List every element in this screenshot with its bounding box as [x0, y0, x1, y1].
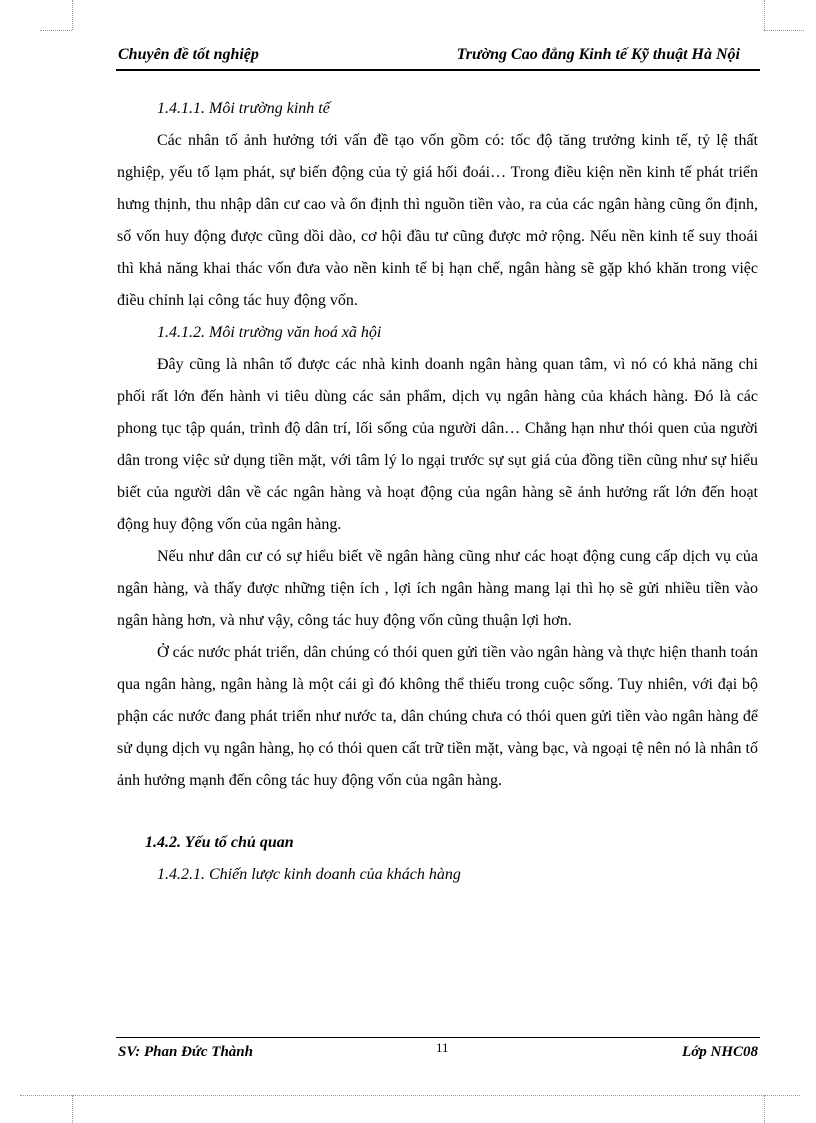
paragraph: Đây cũng là nhân tố được các nhà kinh doanh ngân hàng quan tâm, vì nó có khả năng chi phối rất lớn đến hành vi tiêu dùng các sản phẩm, dịch vụ ngân hàng của khách hàng. Đó là các phong tục tập quán, trình độ dân trí, lối sống của người dân… Chẳng hạn như thói quen của người dân trong việc sử dụng tiền mặt, với tâm lý lo ngại trước sự sụt giá của đồng tiền cũng như sự hiểu biết của người dân về các ngân hàng và hoạt động của ngân hàng sẽ ảnh hưởng rất lớn đến hoạt động huy động vốn của ngân hàng. [117, 356, 758, 533]
crop-mark [20, 1095, 800, 1096]
page-number: 11 [436, 1040, 449, 1055]
header-document-title: Chuyên đề tốt nghiệp [118, 46, 259, 63]
spacer [117, 797, 758, 827]
subsection-heading: 1.4.2.1. Chiến lược kinh doanh của khách hàng [157, 866, 461, 883]
section-heading: 1.4.2. Yếu tố chủ quan [145, 834, 294, 851]
crop-mark [40, 30, 72, 31]
header-divider [116, 69, 760, 71]
crop-mark [72, 0, 73, 30]
subsection-heading: 1.4.1.2. Môi trường văn hoá xã hội [157, 324, 382, 341]
paragraph: Các nhân tố ảnh hưởng tới vấn đề tạo vốn gồm có: tốc độ tăng trưởng kinh tế, tỷ lệ thất nghiệp, yếu tố lạm phát, sự biến động của tỷ giá hối đoái… Trong điều kiện nền kinh tế phát triển hưng thịnh, thu nhập dân cư cao và ổn định thì nguồn tiền vào, ra của các ngân hàng cũng ổn định, số vốn huy động được cũng dồi dào, cơ hội đầu tư cũng được mở rộng. Nếu nền kinh tế suy thoái thì khả năng khai thác vốn đưa vào nền kinh tế bị hạn chế, ngân hàng sẽ gặp khó khăn trong việc điều chỉnh lại công tác huy động vốn. [117, 132, 758, 309]
footer-student-name: SV: Phan Đức Thành [118, 1044, 253, 1060]
page-header [116, 44, 760, 68]
paragraph: Nếu như dân cư có sự hiểu biết về ngân hàng cũng như các hoạt động cung cấp dịch vụ của ngân hàng, và thấy được những tiện ích , lợi ích ngân hàng mang lại thì họ sẽ gửi nhiều tiền vào ngân hàng hơn, và như vậy, công tác huy động vốn cũng thuận lợi hơn. [117, 548, 758, 629]
footer-divider [116, 1037, 760, 1038]
crop-mark [764, 30, 804, 31]
crop-mark [764, 1095, 765, 1123]
crop-mark [764, 0, 765, 30]
crop-mark [72, 1095, 73, 1123]
paragraph: Ở các nước phát triển, dân chúng có thói quen gửi tiền vào ngân hàng và thực hiện thanh toán qua ngân hàng, ngân hàng là một cái gì đó không thể thiếu trong cuộc sống. Tuy nhiên, với đại bộ phận các nước đang phát triển như nước ta, dân chúng chưa có thói quen gửi tiền vào ngân hàng để sử dụng dịch vụ ngân hàng, họ có thói quen cất trữ tiền mặt, vàng bạc, và ngoại tệ nên nó là nhân tố ảnh hưởng mạnh đến công tác huy động vốn của ngân hàng. [117, 644, 758, 789]
header-school-name: Trường Cao đẳng Kinh tế Kỹ thuật Hà Nội [456, 46, 740, 63]
subsection-heading: 1.4.1.1. Môi trường kinh tế [157, 100, 330, 117]
page-body [117, 93, 758, 891]
footer-class-name: Lớp NHC08 [682, 1044, 758, 1060]
page-footer [116, 1040, 760, 1064]
